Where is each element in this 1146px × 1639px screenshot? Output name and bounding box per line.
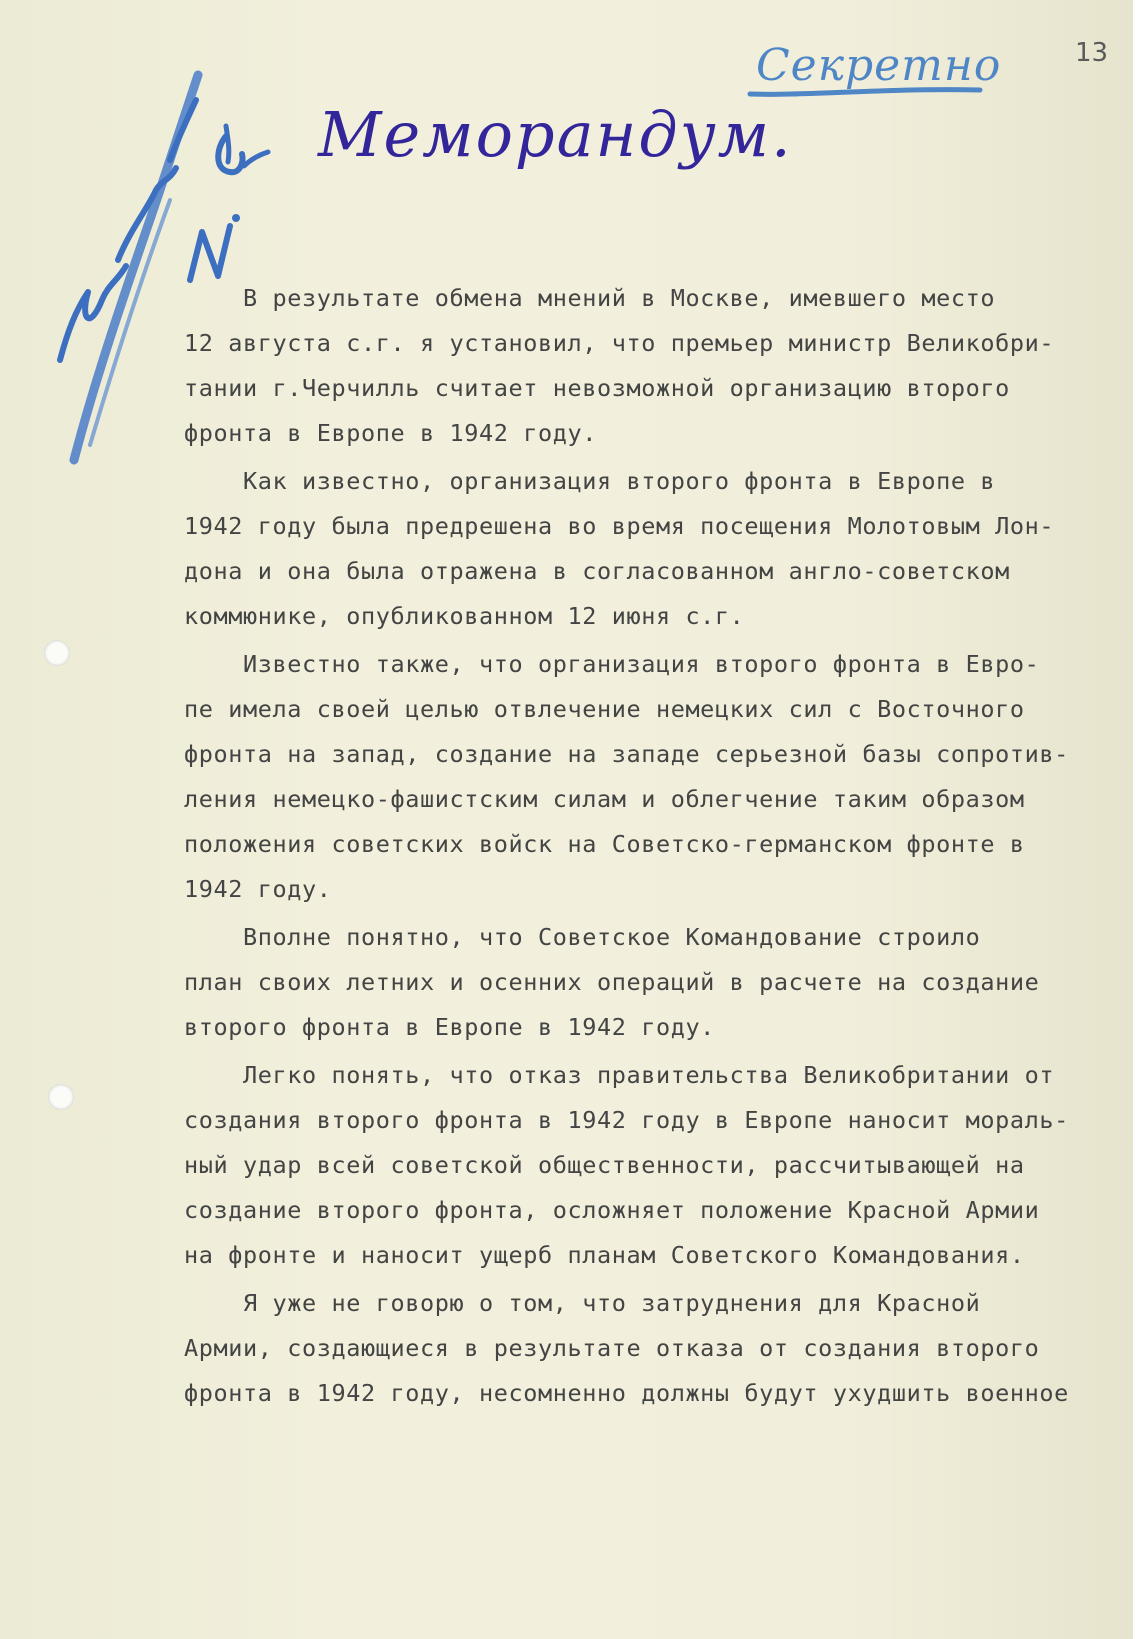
body-line: положения советских войск на Советско-германском фронте в bbox=[184, 830, 1025, 858]
body-line: на фронте и наносит ущерб планам Советского Командования. bbox=[184, 1241, 1025, 1269]
body-line: тании г.Черчилль считает невозможной организацию второго bbox=[184, 374, 1010, 402]
body-line: Известно также, что организация второго фронта в Евро- bbox=[184, 650, 1040, 678]
body-line: коммюнике, опубликованном 12 июня с.г. bbox=[184, 602, 745, 630]
body-line: план своих летних и осенних операций в расчете на создание bbox=[184, 968, 1040, 996]
body-line: фронта в 1942 году, несомненно должны будут ухудшить военное bbox=[184, 1379, 1069, 1407]
body-line: В результате обмена мнений в Москве, имевшего место bbox=[184, 284, 996, 312]
body-line: фронта в Европе в 1942 году. bbox=[184, 419, 597, 447]
body-line: 12 августа с.г. я установил, что премьер министр Великобри- bbox=[184, 329, 1055, 357]
body-line: ления немецко-фашистским силам и облегчение таким образом bbox=[184, 785, 1025, 813]
body-line: ный удар всей советской общественности, рассчитывающей на bbox=[184, 1151, 1025, 1179]
punch-hole-upper bbox=[44, 640, 70, 666]
memorandum-body bbox=[184, 276, 1094, 1416]
body-line: Легко понять, что отказ правительства Великобритании от bbox=[184, 1061, 1055, 1089]
body-line: фронта на запад, создание на западе серьезной базы сопротив- bbox=[184, 740, 1069, 768]
body-line: Я уже не говорю о том, что затруднения для Красной bbox=[184, 1289, 981, 1317]
body-line: пе имела своей целью отвлечение немецких сил с Восточного bbox=[184, 695, 1025, 723]
memorandum-heading: Меморандум. bbox=[318, 98, 793, 171]
body-line: Как известно, организация второго фронта в Европе в bbox=[184, 467, 996, 495]
body-line: второго фронта в Европе в 1942 году. bbox=[184, 1013, 715, 1041]
body-line: Армии, создающиеся в результате отказа от создания второго bbox=[184, 1334, 1040, 1362]
secret-stamp-text: Секретно bbox=[756, 40, 1002, 91]
body-line: 1942 году была предрешена во время посещения Молотовым Лон- bbox=[184, 512, 1055, 540]
body-line: создания второго фронта в 1942 году в Европе наносит мораль- bbox=[184, 1106, 1069, 1134]
punch-hole-lower bbox=[48, 1084, 74, 1110]
body-line: дона и она была отражена в согласованном англо-советском bbox=[184, 557, 1010, 585]
body-line: Вполне понятно, что Советское Командование строило bbox=[184, 923, 981, 951]
body-line: создание второго фронта, осложняет положение Красной Армии bbox=[184, 1196, 1040, 1224]
body-line: 1942 году. bbox=[184, 875, 332, 903]
page-number: 13 bbox=[1075, 38, 1109, 68]
